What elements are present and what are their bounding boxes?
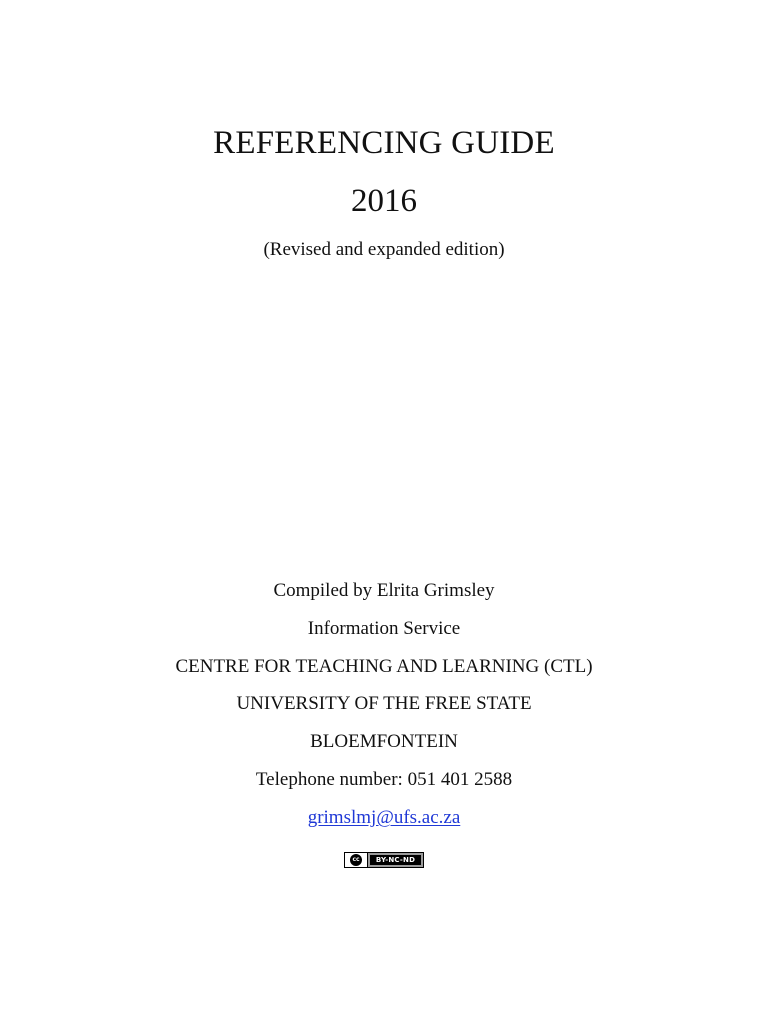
university-name: UNIVERSITY OF THE FREE STATE [236, 693, 532, 714]
license-badge[interactable] [344, 852, 424, 868]
creative-commons-icon [345, 853, 368, 867]
service-name: Information Service [307, 618, 461, 639]
document-year: 2016 [351, 183, 417, 219]
email-line [0, 808, 768, 827]
telephone-number: Telephone number: 051 401 2588 [255, 769, 513, 790]
document-subtitle: (Revised and expanded edition) [263, 239, 505, 260]
license-terms: BY-NC-ND [370, 855, 421, 865]
centre-name: CENTRE FOR TEACHING AND LEARNING (CTL) [175, 656, 593, 677]
cc-logo-text: cc [350, 854, 362, 866]
email-link[interactable]: grimslmj@ufs.ac.za [307, 807, 461, 828]
document-title: REFERENCING GUIDE [213, 125, 555, 161]
compiled-by: Compiled by Elrita Grimsley [273, 580, 495, 601]
city-name: BLOEMFONTEIN [310, 731, 458, 752]
license-badge-frame [344, 852, 424, 868]
